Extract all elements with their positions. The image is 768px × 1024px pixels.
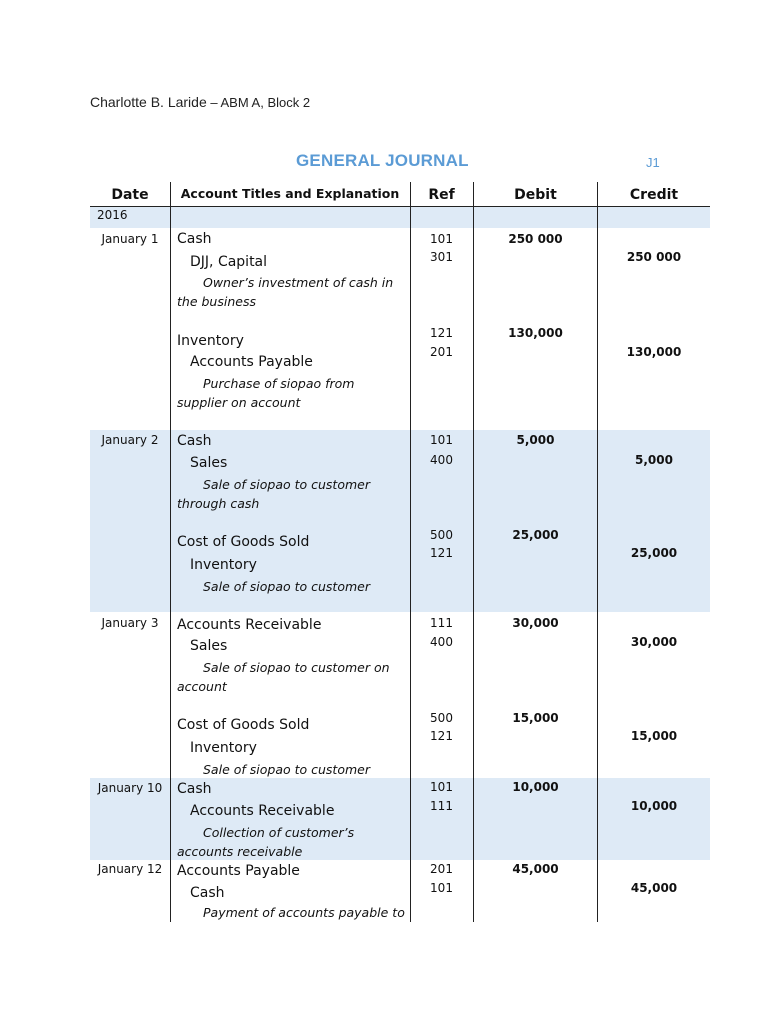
- credit-ref: 121: [430, 546, 453, 560]
- entry-date: January 2: [101, 433, 159, 447]
- credit-account: Sales: [190, 638, 228, 654]
- credit-account: DJJ, Capital: [190, 254, 268, 270]
- credit-ref: 400: [430, 453, 453, 467]
- credit-ref: 101: [430, 881, 453, 895]
- entry-explanation: Payment of accounts payable to: [203, 905, 405, 920]
- credit-amount: 5,000: [635, 453, 673, 467]
- entry-date: January 1: [101, 232, 159, 246]
- column-header-account: Account Titles and Explanation: [180, 186, 400, 201]
- credit-ref: 121: [430, 729, 453, 743]
- debit-ref: 101: [430, 433, 453, 447]
- header-rule: [90, 206, 710, 207]
- debit-account: Cash: [177, 781, 212, 797]
- debit-amount: 25,000: [512, 528, 559, 542]
- year-label: 2016: [97, 208, 128, 222]
- debit-account: Accounts Payable: [177, 863, 300, 879]
- credit-ref: 201: [430, 345, 453, 359]
- credit-account: Inventory: [190, 740, 257, 756]
- debit-ref: 121: [430, 326, 453, 340]
- entry-explanation: Sale of siopao to customer through cash: [177, 477, 370, 511]
- author-separator: –: [206, 95, 221, 110]
- credit-amount: 45,000: [630, 881, 678, 895]
- author-name: Charlotte B. Laride: [90, 94, 207, 110]
- author-line: [90, 94, 310, 110]
- credit-account: Inventory: [190, 557, 257, 573]
- credit-account: Cash: [190, 885, 225, 901]
- debit-account: Cost of Goods Sold: [177, 717, 310, 733]
- column-divider: [473, 182, 474, 922]
- debit-amount: 250 000: [508, 232, 563, 246]
- credit-amount: 30,000: [630, 635, 678, 649]
- entry-explanation: Purchase of siopao from supplier on account: [177, 376, 355, 410]
- debit-amount: 5,000: [516, 433, 555, 447]
- column-header-credit: Credit: [629, 187, 679, 203]
- credit-amount: 250 000: [626, 250, 682, 264]
- author-section: ABM A, Block 2: [220, 95, 311, 110]
- entry-explanation: Sale of siopao to customer on account: [177, 660, 390, 694]
- credit-account: Sales: [190, 455, 228, 471]
- debit-amount: 15,000: [512, 711, 559, 725]
- column-divider: [170, 182, 171, 922]
- journal-page-ref: J1: [646, 155, 660, 170]
- column-header-date: Date: [111, 187, 149, 203]
- debit-amount: 10,000: [512, 780, 559, 794]
- debit-ref: 500: [430, 528, 453, 542]
- entry-date: January 10: [97, 781, 163, 795]
- credit-amount: 130,000: [626, 345, 682, 359]
- column-header-ref: Ref: [428, 187, 455, 203]
- credit-account: Accounts Receivable: [190, 803, 335, 819]
- debit-ref: 111: [430, 616, 453, 630]
- entry-explanation: Collection of customer’s accounts receivable: [177, 825, 355, 859]
- debit-amount: 130,000: [508, 326, 563, 340]
- entry-explanation: Owner’s investment of cash in the business: [177, 275, 394, 309]
- credit-account: Accounts Payable: [190, 354, 313, 370]
- entry-explanation: Sale of siopao to customer: [203, 762, 370, 777]
- entry-explanation: Sale of siopao to customer: [203, 579, 370, 594]
- debit-amount: 30,000: [512, 616, 559, 630]
- journal-title: GENERAL JOURNAL: [296, 151, 469, 170]
- credit-ref: 301: [430, 250, 453, 264]
- debit-account: Cost of Goods Sold: [177, 534, 310, 550]
- entry-date: January 3: [101, 616, 159, 630]
- debit-amount: 45,000: [512, 862, 559, 876]
- column-header-debit: Debit: [514, 187, 557, 203]
- debit-ref: 201: [430, 862, 453, 876]
- year-row-band: [90, 207, 710, 228]
- credit-ref: 111: [430, 799, 453, 813]
- debit-account: Cash: [177, 231, 212, 247]
- debit-ref: 500: [430, 711, 453, 725]
- debit-account: Cash: [177, 433, 212, 449]
- credit-ref: 400: [430, 635, 453, 649]
- general-journal-table: [90, 182, 710, 922]
- credit-amount: 25,000: [630, 546, 678, 560]
- debit-account: Inventory: [177, 333, 244, 349]
- debit-ref: 101: [430, 232, 453, 246]
- credit-amount: 10,000: [630, 799, 678, 813]
- debit-account: Accounts Receivable: [177, 617, 322, 633]
- credit-amount: 15,000: [630, 729, 678, 743]
- entry-date: January 12: [97, 862, 163, 876]
- debit-ref: 101: [430, 780, 453, 794]
